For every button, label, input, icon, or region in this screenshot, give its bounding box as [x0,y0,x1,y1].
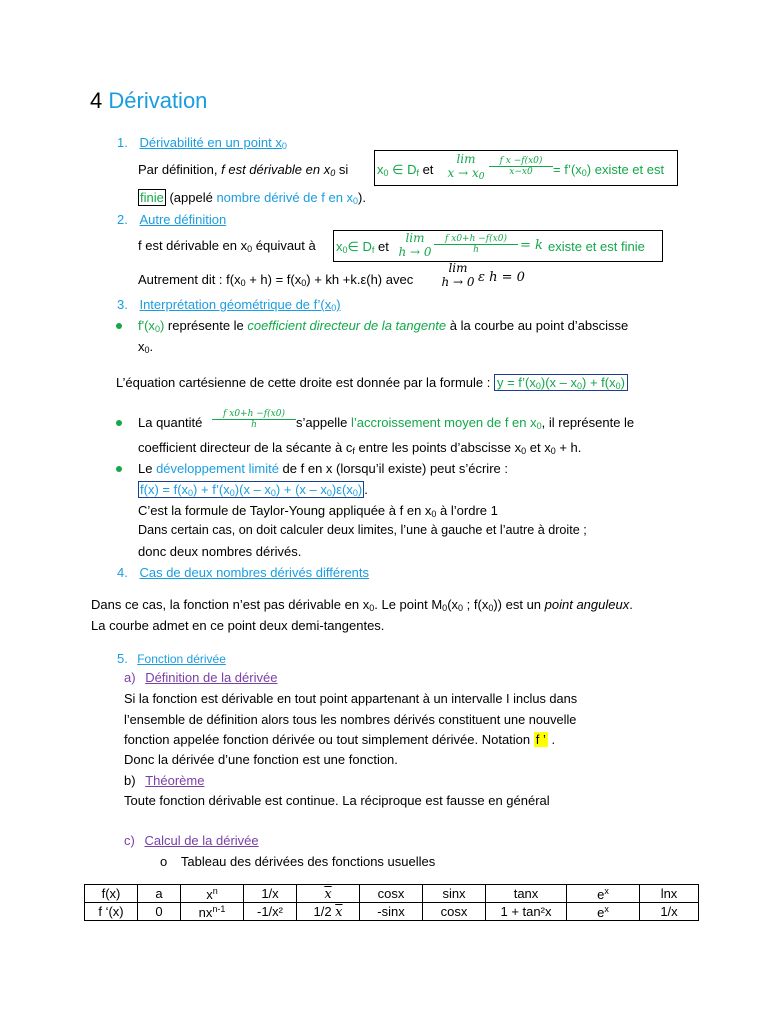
table-cell: -sinx [360,903,423,921]
section-2-title[interactable]: Autre définition [139,212,227,227]
table-cell: 1/x [244,885,297,903]
table-cell: lnx [640,885,699,903]
s2-limit: lim h → 0 [398,231,432,259]
b1-line1: $f'(x_0)$ représente le coefficient directeur de la tangente à la courbe au point d’abscisse [138,318,629,334]
s1-line2: finie (appelé nombre dérivé de f en $x_0$). [140,190,366,206]
table-cell: 1 + tan²x [486,903,567,921]
table-cell: f(x) [85,885,138,903]
s5b-label: b) [124,773,136,788]
section-4-number: 4. [117,565,128,580]
table-cell: a [138,885,181,903]
b2-line1-rest: s’appelle l’accroissement moyen de f en $x_0$, il représente le [296,415,635,431]
notation-highlight: f ’ [535,732,546,747]
s1-definition-box: $x_0$ ∈ $D_f$ et lim $x \to x_0$ $\frac{\text{f x −f(x0)}}{x-x0}$ = $f’(x_0)$ existe et est [374,150,678,186]
paragraph-line2: La courbe admet en ce point deux demi-tangentes. [91,618,385,633]
b1-line2: $x_0$. [138,339,154,355]
s5c-heading[interactable] [124,833,259,848]
s5c-label: c) [124,833,135,848]
chapter-title[interactable]: Dérivation [108,88,208,113]
table-cell: $e^x$ [567,903,640,921]
s5c-title[interactable]: Calcul de la dérivée [144,833,259,848]
table-cell: $e^x$ [567,885,640,903]
s2-line2-end: ε h = 0 [478,270,525,285]
table-cell: f ‘(x) [85,903,138,921]
s2-line2-limit: lim h → 0 [441,261,475,289]
s5a-line1: Si la fonction est dérivable en tout point appartenant à un intervalle I inclus dans [124,691,578,706]
paragraph-line1: Dans ce cas, la fonction n’est pas dérivable en $x_0$. Le point $M_0(x_0$ ; $f(x_0)$) est un point anguleux. [91,597,633,613]
s5a-line4: Donc la dérivée d’une fonction est une fonction. [124,752,398,767]
s5c-subtitle: Tableau des dérivées des fonctions usuelles [180,854,436,869]
table-row [85,885,699,903]
section-3-heading[interactable] [117,297,341,313]
bullet-dot [116,466,122,472]
section-1-heading[interactable] [117,135,287,151]
section-3-title[interactable]: Interprétation géométrique de $f’(x_0)$ [139,297,341,313]
chapter-number: 4 [90,88,103,113]
section-5-title[interactable]: Fonction dérivée [137,652,226,666]
table-cell: $nx^{n-1}$ [181,903,244,921]
b3-line1: Le développement limité de f en x (lorsqu’il existe) peut s’écrire : [138,461,508,476]
section-1-title[interactable]: Dérivabilité en un point $x_0$ [139,135,287,151]
derivatives-table [84,884,699,921]
s5b-line1: Toute fonction dérivable est continue. La réciproque est fausse en général [124,793,550,808]
b3-line2: $f(x) = f(x_0)$ + $f’(x_0)(x - x_0) + (x - x_0)\varepsilon(x_0)$ . [140,482,368,498]
bullet-dot [116,323,122,329]
s1-line1: Par définition, f est dérivable en $x_0$ si [138,162,349,178]
b2-fraction: $\frac{\text{f x0+h −f(x0)}}{h}$ [212,409,296,430]
s1-limit: lim $x \to x_0$ [447,152,485,182]
section-4-heading[interactable] [117,565,369,580]
s5b-heading[interactable] [124,773,204,788]
section-2-heading[interactable] [117,212,226,227]
b2-line2: coefficient directeur de la sécante à $c_f$ entre les points d’abscisse $x_0$ et $x_0 + h$. [138,440,582,456]
s2-definition-box: $x_0\in$ $D_f$ et lim h → 0 $\frac{\text{f x0+h −f(x0)}}{h}$ = k existe et est finie [333,230,663,262]
chapter-heading [90,88,207,114]
table-cell: cosx [423,903,486,921]
equation-line: L’équation cartésienne de cette droite est donnée par la formule : $y = f’(x_0)(x - x_0) + f(x_0)$ [116,375,628,391]
table-cell: 1/x [640,903,699,921]
b3-line4: Dans certain cas, on doit calculer deux limites, l’une à gauche et l’autre à droite ; [138,523,587,537]
table-cell: $x^n$ [181,885,244,903]
section-3-number: 3. [117,297,128,312]
s2-line2: Autrement dit : $f(x_0 + h) = f(x_0)$ + kh +k.ε(h) avec [138,272,414,288]
s2-fraction: $\frac{\text{f x0+h −f(x0)}}{h}$ [434,234,518,255]
circle-bullet: o [160,854,168,869]
table-cell: 0 [138,903,181,921]
s2-line1: f est dérivable en $x_0$ équivaut à [138,238,316,254]
s5a-line3: fonction appelée fonction dérivée ou tout simplement dérivée. Notation f ’ . [124,732,556,747]
s5a-heading[interactable] [124,670,277,685]
s5c-subitem [160,854,435,869]
section-4-title[interactable]: Cas de deux nombres dérivés différents [139,565,370,580]
table-cell: tanx [486,885,567,903]
tangent-equation-box: $y = f’(x_0)(x - x_0) + f(x_0)$ [494,374,628,391]
table-cell: $\overline{x}$ [297,885,360,903]
section-2-number: 2. [117,212,128,227]
section-5-number: 5. [117,651,128,666]
s5a-title[interactable]: Définition de la dérivée [145,670,278,685]
s1-fraction: $\frac{\text{f x −f(x0)}}{x-x0}$ [489,156,553,177]
bullet-dot [116,420,122,426]
finie-box: finie [140,190,164,205]
b3-line3: C’est la formule de Taylor-Young appliquée à f en $x_0$ à l’ordre 1 [138,503,498,519]
table-cell: 1/2 $\overline{x}$ [297,903,360,921]
section-5-heading[interactable] [117,651,226,666]
table-cell: -1/x² [244,903,297,921]
b2-line1-pre: La quantité [138,415,203,430]
s5a-line2: l’ensemble de définition alors tous les nombres dérivés constituent une nouvelle [124,712,577,727]
b3-line5: donc deux nombres dérivés. [138,544,302,559]
table-cell: cosx [360,885,423,903]
s5b-title[interactable]: Théorème [145,773,205,788]
table-row [85,903,699,921]
taylor-box: $f(x) = f(x_0)$ + $f’(x_0)(x - x_0) + (x - x_0)\varepsilon(x_0)$ [140,482,363,498]
section-1-number: 1. [117,135,128,150]
table-cell: sinx [423,885,486,903]
s5a-label: a) [124,670,136,685]
